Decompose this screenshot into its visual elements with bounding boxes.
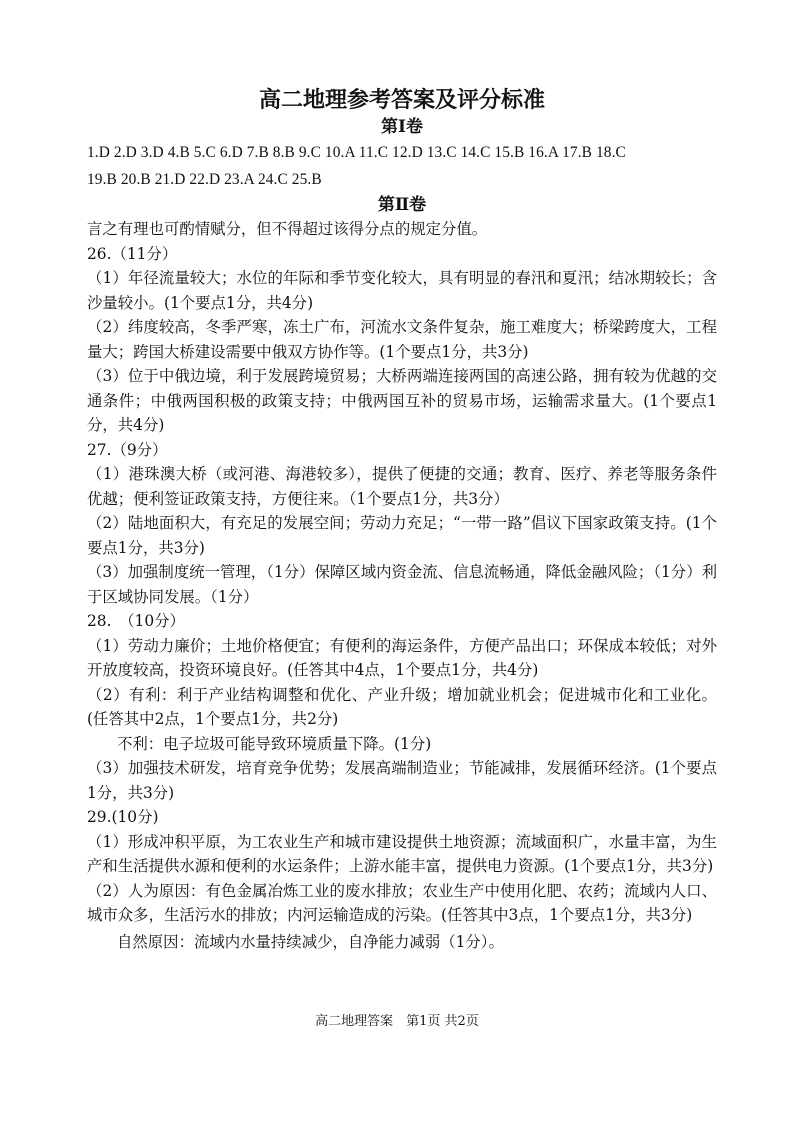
answer-item: （2）有利：利于产业结构调整和优化、产业升级；增加就业机会；促进城市化和工业化。(任答其中2点，1个要点1分，共2分): [87, 685, 717, 728]
answer-subitem: 自然原因：流域内水量持续减少，自净能力减弱（1分）。: [117, 932, 504, 951]
page-footer: 高二地理答案 第1页 共2页: [315, 1014, 479, 1029]
question-heading: 29.(10分): [87, 808, 159, 826]
answer-item: （1）劳动力廉价；土地价格便宜；有便利的海运条件，方便产品出口；环保成本较低；对外开放度较高，投资环境良好。(任答其中4点，1个要点1分，共4分): [87, 636, 717, 679]
question-29: [87, 805, 717, 954]
answer-item: （1）港珠澳大桥（或河港、海港较多），提供了便捷的交通；教育、医疗、养老等服务条件优越；便利签证政策支持，方便往来。（1个要点1分，共3分）: [87, 465, 717, 508]
part1-title: 第Ⅰ卷: [381, 117, 423, 137]
part1-answers: [87, 139, 717, 193]
question-heading: 26.（11分）: [87, 244, 178, 263]
question-heading: 27.（9分）: [87, 440, 168, 459]
part2-title: 第Ⅱ卷: [377, 195, 427, 215]
page-title: 高二地理参考答案及评分标准: [258, 87, 545, 113]
answer-item: （1）年径流量较大；水位的年际和季节变化较大，具有明显的春汛和夏汛；结冰期较长；含沙量较小。(1个要点1分，共4分): [87, 269, 717, 312]
scoring-note: 言之有理也可酌情赋分，但不得超过该得分点的规定分值。: [87, 220, 488, 238]
answer-sheet-page: [87, 86, 717, 954]
question-26: [87, 242, 717, 438]
answer-item: （1）形成冲积平原，为工农业生产和城市建设提供土地资源；流域面积广，水量丰富，为生产和生活提供水源和便利的水运条件；上游水能丰富，提供电力资源。(1个要点1分，共3分): [87, 832, 717, 875]
answer-item: （2）纬度较高，冬季严寒，冻土广布，河流水文条件复杂，施工难度大；桥梁跨度大，工程量大；跨国大桥建设需要中俄双方协作等。(1个要点1分，共3分): [87, 318, 717, 361]
question-28: [87, 609, 717, 805]
question-27: [87, 438, 717, 610]
answer-item: （3）加强技术研发，培育竞争优势；发展高端制造业；节能减排，发展循环经济。(1个要点1分，共3分): [87, 759, 717, 802]
answers-line-2: 19.B 20.B 21.D 22.D 23.A 24.C 25.B: [87, 171, 322, 188]
answers-line-1: 1.D 2.D 3.D 4.B 5.C 6.D 7.B 8.B 9.C 10.A 11.C 12.D 13.C 14.C 15.B 16.A 17.B 18.C: [87, 144, 626, 161]
answer-item: （3）加强制度统一管理，（1分）保障区域内资金流、信息流畅通，降低金融风险；（1分）利于区域协同发展。（1分）: [87, 563, 717, 606]
answer-item: （3）位于中俄边境，利于发展跨境贸易；大桥两端连接两国的高速公路，拥有较为优越的交通条件；中俄两国积极的政策支持；中俄两国互补的贸易市场，运输需求量大。(1个要点1分，共4分): [87, 367, 717, 434]
answer-subitem: 不利：电子垃圾可能导致环境质量下降。(1分): [117, 734, 432, 753]
answer-item: （2）陆地面积大，有充足的发展空间；劳动力充足；“一带一路”倡议下国家政策支持。(1个要点1分，共3分): [87, 514, 717, 557]
answer-item: （2）人为原因：有色金属冶炼工业的废水排放；农业生产中使用化肥、农药；流域内人口、城市众多，生活污水的排放；内河运输造成的污染。(任答其中3点，1个要点1分，共3分): [87, 881, 717, 924]
question-heading: 28. （10分）: [87, 612, 185, 630]
